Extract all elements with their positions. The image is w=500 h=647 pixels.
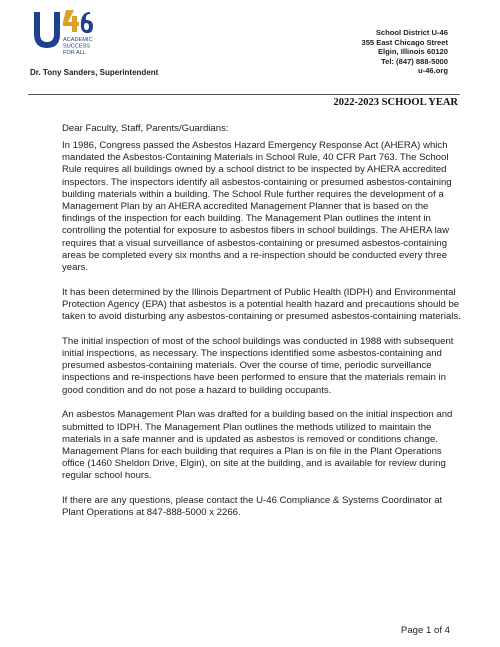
school-year-heading: 2022-2023 SCHOOL YEAR [333, 97, 458, 108]
letter-salutation: Dear Faculty, Staff, Parents/Guardians: [62, 123, 229, 134]
paragraph-management-plan: An asbestos Management Plan was drafted for a building based on the initial inspection and submitted to IDPH. The Management Plan outlines the methods utilized to maintain the materials in a safe manner and is updated as asbestos is removed or conditions change. Management Plans for each building that requires a Plan is on file in the Plant Operations office (1460 Sheldon Drive, Elgin), on site at the building, and is available for review during regular school hours. [62, 409, 453, 482]
logo-tagline-line-3: FOR ALL [63, 50, 87, 56]
header-divider [28, 94, 460, 95]
logo-tagline-line-1: ACADEMIC [63, 37, 93, 43]
address-line-district: School District U-46 [375, 28, 448, 37]
page-number: Page 1 of 4 [400, 625, 450, 636]
paragraph-health-hazard: It has been determined by the Illinois Department of Public Health (IDPH) and Environmental Protection Agency (EPA) that asbestos is a potential health hazard and precautions should be taken to avoid disturbing any asbestos-containing or presumed asbestos-containing materials. [62, 286, 461, 323]
address-line-street: 355 East Chicago Street [361, 37, 448, 47]
paragraph-ahera-overview: In 1986, Congress passed the Asbestos Hazard Emergency Response Act (AHERA) which mandated the Asbestos-Containing Materials in School Rule, 40 CFR Part 763. The School Rule requires all buildings owned by a school district to be inspected by AHERA accredited inspectors. The inspectors identify all asbestos-containing or presumed asbestos-containing building materials within a building. The School Rule further requires the development of a Management Plan by an AHERA accredited Management Planner that is based on the findings of the inspection for each building. The Management Plan outlines the intent in controlling the potential for exposure to asbestos fibers in school buildings. The AHERA law requires that a visual surveillance of asbestos-containing or presumed asbestos-containing areas be completed every six months and a re-inspection should be conducted every three years. [62, 140, 452, 274]
address-line-city: Elgin, Illinois 60120 [377, 47, 448, 57]
paragraph-initial-inspection: The initial inspection of most of the school buildings was conducted in 1988 with subsequent initial inspections, as necessary. The inspections identified some asbestos-containing and presumed asbestos-containing materials. Over the course of time, periodic surveillance inspections and re-inspections have been performed to ensure that the materials remain in good condition and do not pose a hazard to building occupants. [62, 335, 454, 396]
logo-tagline-line-2: SUCCESS [63, 43, 91, 50]
u46-logo [30, 8, 100, 64]
address-line-phone: Tel: (847) 888-5000 [381, 56, 448, 66]
district-address-block [361, 28, 448, 76]
address-line-website[interactable]: u-46.org [418, 66, 448, 76]
paragraph-contact: If there are any questions, please contact the U-46 Compliance & Systems Coordinator at Plant Operations at 847-888-5000 x 2266. [62, 495, 443, 519]
superintendent-name: Dr. Tony Sanders, Superintendent [30, 68, 159, 77]
letter-body [62, 140, 462, 532]
